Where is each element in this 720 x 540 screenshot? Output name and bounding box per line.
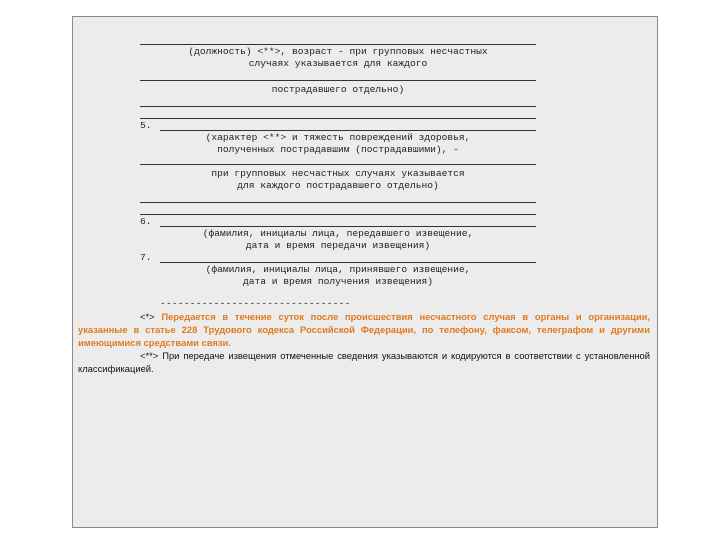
footnote-1-marker: <*> <box>140 311 155 322</box>
footnote-2-text: При передаче извещения отмеченные сведения указываются и кодируются в соответствии с установленной классификацией. <box>78 350 650 374</box>
footnote-2-marker: <**> <box>140 350 159 361</box>
caption-injury-received: полученных пострадавшим (пострадавшими), - <box>217 144 459 155</box>
blank-line <box>140 118 536 119</box>
item-6-number: 6. <box>140 216 152 227</box>
blank-line <box>140 44 536 45</box>
footnote-1 <box>78 310 650 349</box>
blank-line <box>140 214 536 215</box>
blank-line <box>140 80 536 81</box>
footnote-1-text: Передается в течение суток после происшествия несчастного случая в органы и организации, указанные в статье 228 Трудового кодекса Российской Федерации, по телефону, факсом, телеграфом и другими имеющимися средствами связи. <box>78 311 651 348</box>
caption-receiver: (фамилия, инициалы лица, принявшего извещение, <box>205 264 471 275</box>
footnote-2 <box>78 349 650 375</box>
item-5-field-line <box>160 130 536 131</box>
caption-victim: пострадавшего отдельно) <box>271 84 405 95</box>
caption-each-victim: для каждого пострадавшего отдельно) <box>237 180 439 191</box>
item-5-number: 5. <box>140 120 152 131</box>
item-7-field-line <box>160 262 536 263</box>
blank-line <box>140 164 536 165</box>
blank-line <box>140 106 536 107</box>
blank-line <box>140 202 536 203</box>
caption-cases: случаях указывается для каждого <box>248 58 428 69</box>
item-7-number: 7. <box>140 252 152 263</box>
caption-sender: (фамилия, инициалы лица, передавшего извещение, <box>202 228 474 239</box>
item-6-field-line <box>160 226 536 227</box>
caption-group-cases: при групповых несчастных случаях указывается <box>211 168 465 179</box>
caption-send-time: дата и время передачи извещения) <box>245 240 431 251</box>
footnote-separator: -------------------------------- <box>160 298 351 309</box>
caption-injury-nature: (характер <**> и тяжесть повреждений здоровья, <box>205 132 471 143</box>
caption-receive-time: дата и время получения извещения) <box>243 276 433 287</box>
caption-position-age: (должность) <**>, возраст - при групповых несчастных <box>188 46 488 57</box>
